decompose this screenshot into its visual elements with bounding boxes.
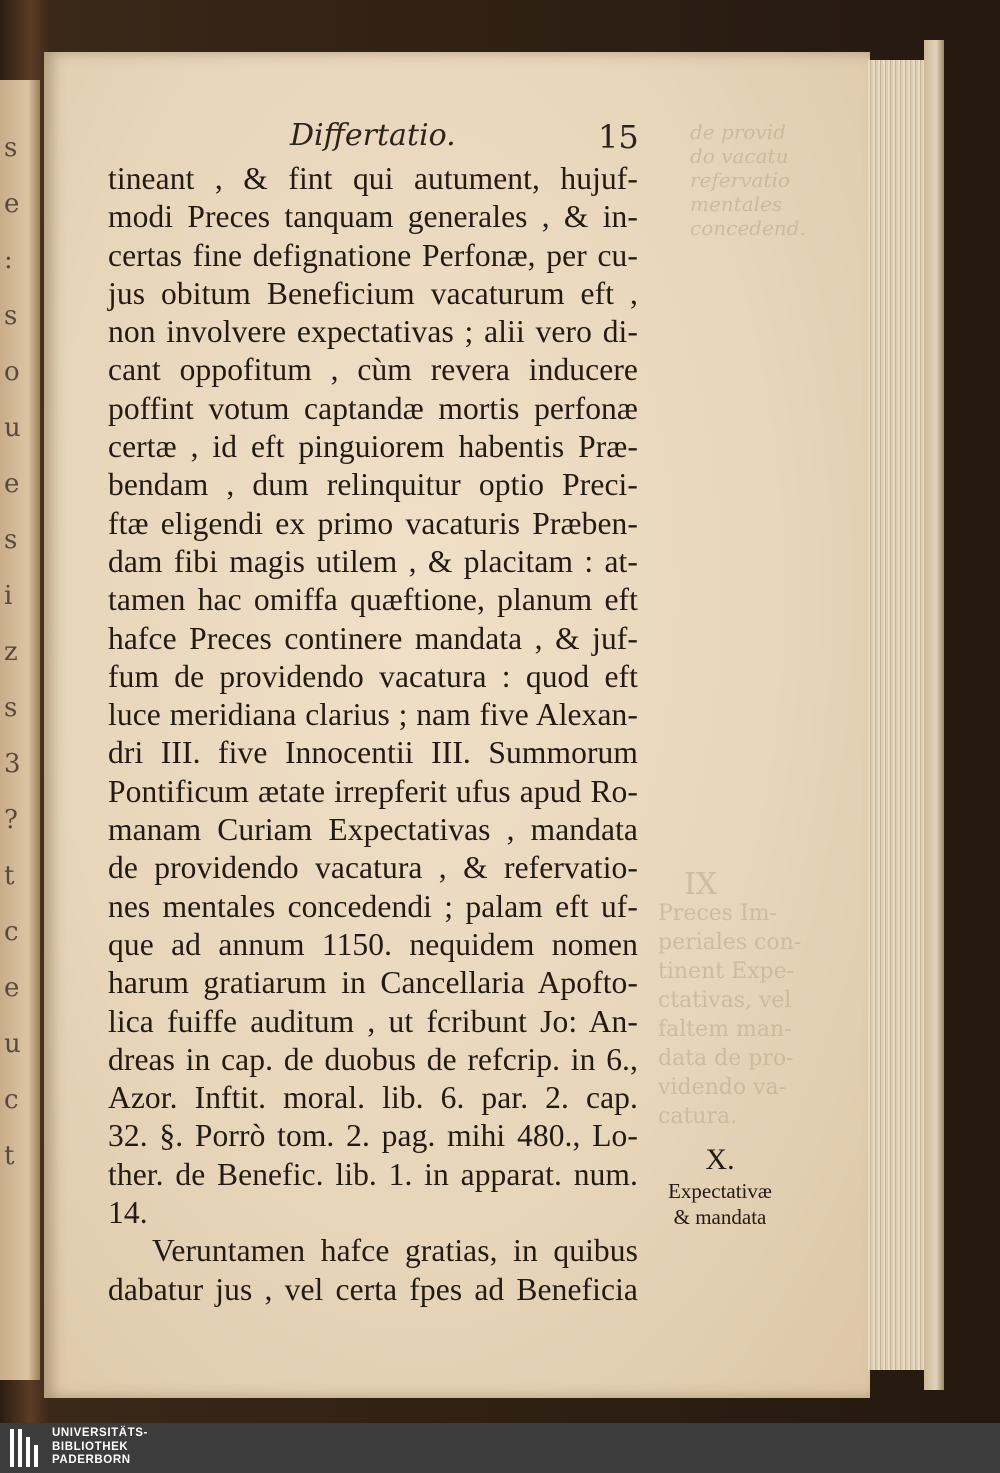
text-line: 14.	[108, 1195, 148, 1231]
text-line: luce meridiana clarius ; nam five Alexan-	[108, 697, 638, 733]
text-line: dri III. five Innocentii III. Summorum	[108, 735, 638, 771]
text-line: non involvere expectativas ; alii vero di-	[108, 314, 638, 350]
book-cover-edge	[924, 40, 944, 1390]
text-line: Azor. Inftit. moral. lib. 6. par. 2. cap.	[108, 1080, 638, 1116]
text-line: tineant , & fint qui autument, hujuf-	[108, 161, 638, 196]
text-line: jus obitum Beneficium vacaturum eft ,	[108, 275, 638, 311]
text-line: nes mentales concedendi ; palam eft uf-	[108, 888, 638, 924]
text-line: certæ , id eft pinguiorem habentis Præ-	[108, 429, 638, 465]
library-logo-icon	[10, 1429, 40, 1467]
facing-page-glyphs: s e : s o u e s i z s 3 ? t c e u c t	[4, 133, 21, 1171]
text-line: poffint votum captandæ mortis perfonæ	[108, 390, 638, 426]
library-name-line: UNIVERSITÄTS-	[52, 1427, 148, 1439]
text-line: 32. §. Porrò tom. 2. pag. mihi 480., Lo-	[108, 1118, 638, 1154]
library-name	[52, 1427, 148, 1468]
text-line: ther. de Benefic. lib. 1. in apparat. num.	[108, 1156, 638, 1192]
text-line: fum de providendo vacatura : quod eft	[108, 658, 638, 694]
library-footer	[0, 1423, 1000, 1473]
text-line: cant oppofitum , cùm revera inducere	[108, 352, 638, 388]
marginal-note	[640, 1142, 800, 1230]
text-line: hafce Preces continere mandata , & juf-	[108, 620, 638, 656]
marginal-note-line: & mandata	[673, 1205, 767, 1229]
library-name-line: BIBLIOTHEK	[52, 1440, 129, 1453]
text-line: tamen hac omiffa quæftione, planum eft	[108, 582, 638, 618]
text-line: certas fine defignatione Perfonæ, per cu-	[108, 237, 638, 273]
text-line: que ad annum 1150. nequidem nomen	[108, 926, 638, 962]
text-line: manam Curiam Expectativas , mandata	[108, 812, 638, 848]
text-line: lica fuiffe auditum , ut fcribunt Jo: An-	[108, 1003, 638, 1039]
text-line: dabatur jus , vel certa fpes ad Beneficia	[108, 1271, 638, 1307]
main-text-block	[108, 160, 638, 1309]
facing-page-edge	[0, 80, 40, 1380]
text-line: dreas in cap. de duobus de refcrip. in 6.,	[108, 1041, 638, 1077]
marginal-note-line: Expectativæ	[668, 1179, 772, 1203]
library-name-line: PADERBORN	[52, 1454, 131, 1466]
page-header	[240, 118, 640, 158]
text-line: ftæ eligendi ex primo vacaturis Præben-	[108, 505, 638, 541]
text-line: harum gratiarum in Cancellaria Apofto-	[108, 965, 638, 1001]
text-line: de providendo vacatura , & refervatio-	[108, 850, 638, 886]
page-number: 15	[598, 118, 639, 156]
marginal-section-number: X.	[705, 1143, 735, 1176]
show-through-text: de provid do vacatu refervatio mentales concedend.	[690, 120, 806, 240]
text-line: modi Preces tanquam generales , & in-	[108, 199, 638, 235]
text-line: dam fibi magis utilem , & placitam : at-	[108, 543, 638, 579]
running-title: Differtatio.	[290, 118, 456, 153]
text-line: bendam , dum relinquitur optio Preci-	[108, 467, 638, 503]
text-line: Pontificum ætate irrepferit ufus apud Ro-	[108, 773, 638, 809]
show-through-margin-note: IX Preces Im- periales con- tinent Expe- ctativas, vel faltem man- data de pro- videndo va- catura.	[658, 867, 802, 1129]
text-line: Veruntamen hafce gratias, in quibus	[152, 1233, 638, 1269]
